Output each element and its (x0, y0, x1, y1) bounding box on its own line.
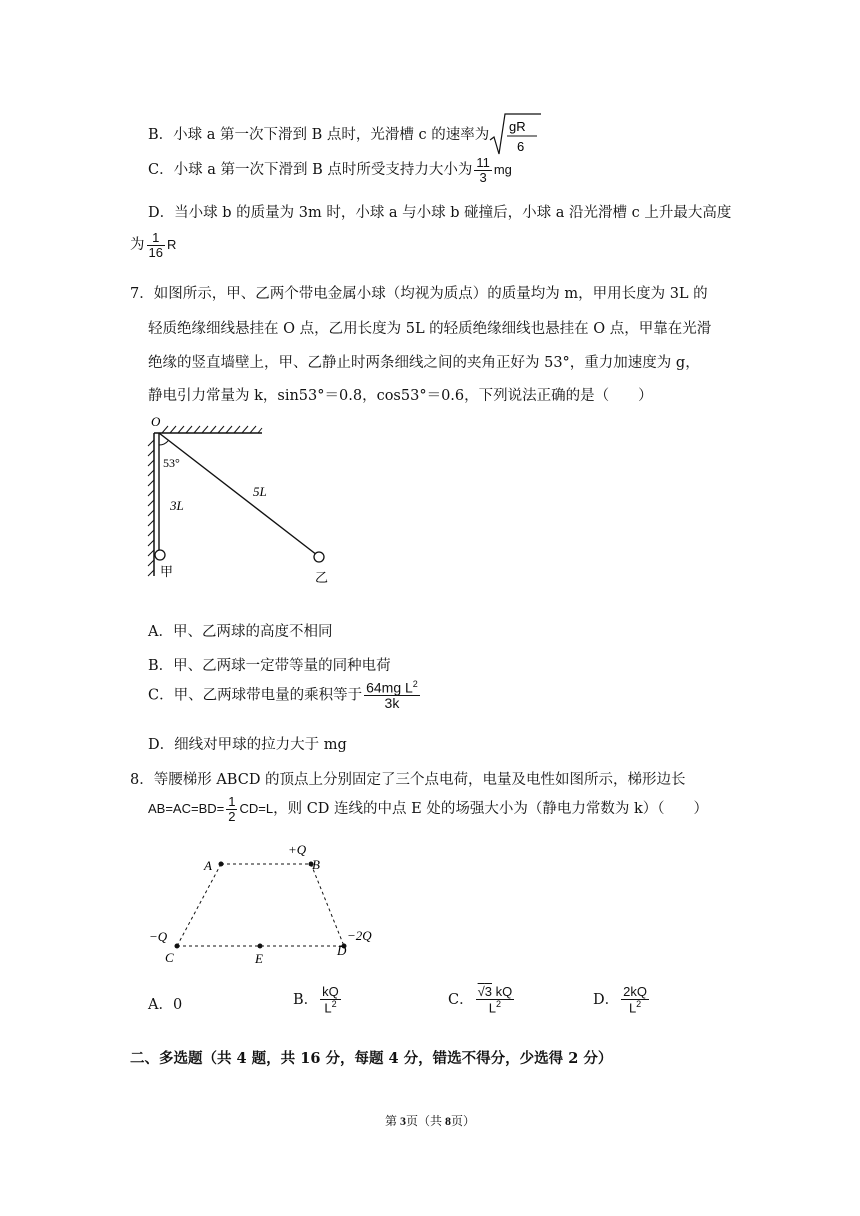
point-C (175, 944, 180, 949)
sqrt-symbol: √3 (477, 984, 492, 999)
footer-page-number: 3 (399, 1114, 406, 1128)
label-5L: 5L (253, 484, 267, 499)
q7-line-2: 轻质绝缘细线悬挂在 O 点，乙用长度为 5L 的轻质绝缘细线也悬挂在 O 点，甲靠在光滑 (148, 321, 712, 337)
label-O: O (151, 414, 161, 429)
label-A: A (204, 858, 212, 873)
q7-option-c-fraction (364, 680, 420, 711)
q8-eq-part2: CD=L (239, 801, 274, 817)
q8-line-1: 8．等腰梯形 ABCD 的顶点上分别固定了三个点电荷，电量及电性如图所示，梯形边长 (130, 772, 686, 788)
q8-option-d: D． $\frac{2kQ}{L^2}$ (593, 984, 647, 1015)
label-C: C (165, 950, 174, 965)
label-yi: 乙 (315, 571, 329, 586)
page-footer: 第 3页（共 8页） (384, 1114, 476, 1128)
trapezoid-edges (177, 864, 344, 946)
point-A (219, 862, 224, 867)
label-charge-C: −Q (149, 929, 168, 944)
label-angle: 53° (163, 456, 180, 470)
q7-figure (140, 410, 340, 590)
ball-yi (314, 552, 324, 562)
q6-option-d: D．当小球 b 的质量为 3m 时，小球 a 与小球 b 碰撞后，小球 a 沿光滑槽 c 上升最大高度 (148, 205, 732, 221)
string-5L (159, 433, 317, 555)
q7-option-a: A．甲、乙两球的高度不相同 (148, 624, 333, 640)
q6-option-d-denominator: 16 (148, 244, 163, 260)
q6-option-d-numerator: 1 (147, 231, 165, 246)
q6-option-b-denominator: 6 (517, 139, 525, 154)
wall-hatch (148, 440, 154, 576)
angle-arc (159, 440, 169, 445)
footer-total-pages: 8 (445, 1114, 451, 1128)
q6-option-b-text: B．小球 a 第一次下滑到 B 点时，光滑槽 c 的速率为 (148, 127, 490, 143)
q7-option-b: B．甲、乙两球一定带等量的同种电荷 (148, 658, 391, 674)
q8-option-b: B． $\frac{kQ}{L^2}$ (293, 984, 339, 1015)
q8-option-b-fraction: $\frac{kQ}{L^2}$ (322, 984, 339, 1015)
q8-figure (140, 838, 400, 968)
sqrt-symbol (489, 112, 541, 158)
q8-line-2 (148, 795, 708, 823)
q8-eq-fraction: $\frac{1}{2}$ (228, 794, 236, 824)
q7-option-c-denominator: 3k (384, 695, 400, 712)
q6-option-b (148, 112, 541, 158)
q7-option-d: D．细线对甲球的拉力大于 mg (148, 737, 347, 753)
q6-option-c-numerator: 11 (476, 155, 490, 170)
q6-option-c (148, 156, 512, 184)
q6-option-c-denominator: 3 (479, 169, 487, 185)
q6-option-d-unit: R (166, 237, 177, 253)
q8-option-c-fraction: $\frac{√3 kQ}{L^2}$ (477, 984, 513, 1015)
q6-option-d-fraction (147, 231, 165, 259)
label-D: D (337, 943, 347, 958)
ceiling-hatch (162, 426, 262, 433)
label-jia: 甲 (160, 565, 174, 580)
q6-option-c-fraction (474, 156, 492, 184)
q6-option-b-numerator: gR (509, 119, 526, 134)
label-B: B (312, 857, 320, 872)
q8-line-2-rest: ，则 CD 连线的中点 E 处的场强大小为（静电力常数为 k）（ ） (273, 801, 708, 818)
ball-jia (155, 550, 165, 560)
q6-option-c-unit: mg (493, 162, 512, 178)
q7-line-4: 静电引力常量为 k，sin53°＝0.8，cos53°＝0.6，下列说法正确的是（ ） (148, 388, 653, 404)
q7-option-c (148, 680, 422, 711)
q8-option-d-fraction: $\frac{2kQ}{L^2}$ (623, 984, 647, 1015)
label-charge-B: +Q (288, 842, 307, 857)
label-3L: 3L (170, 498, 184, 513)
point-E (258, 944, 263, 949)
label-E: E (255, 951, 263, 966)
q8-option-a: A．0 (148, 997, 183, 1013)
q7-line-1: 7．如图所示，甲、乙两个带电金属小球（均视为质点）的质量均为 m，甲用长度为 3L 的 (130, 286, 708, 302)
q6-option-d-prefix: 为 (130, 237, 145, 254)
q8-eq-part1: AB=AC=BD= (148, 801, 225, 817)
section-2-title: 二、多选题（共 4 题，共 16 分，每题 4 分，错选不得分，少选得 2 分） (130, 1050, 613, 1067)
q7-option-c-text: C．甲、乙两球带电量的乘积等于 (148, 687, 363, 704)
q7-option-c-numerator: 64mg $L^2$ (366, 679, 418, 696)
q8-option-c: C． $\frac{√3 kQ}{L^2}$ (448, 984, 513, 1015)
q6-option-c-text: C．小球 a 第一次下滑到 B 点时所受支持力大小为 (148, 162, 473, 179)
label-charge-D: −2Q (347, 928, 372, 943)
q6-option-d-cont (130, 231, 176, 259)
q7-line-3: 绝缘的竖直墙壁上，甲、乙静止时两条细线之间的夹角正好为 53°，重力加速度为 g， (148, 355, 700, 371)
